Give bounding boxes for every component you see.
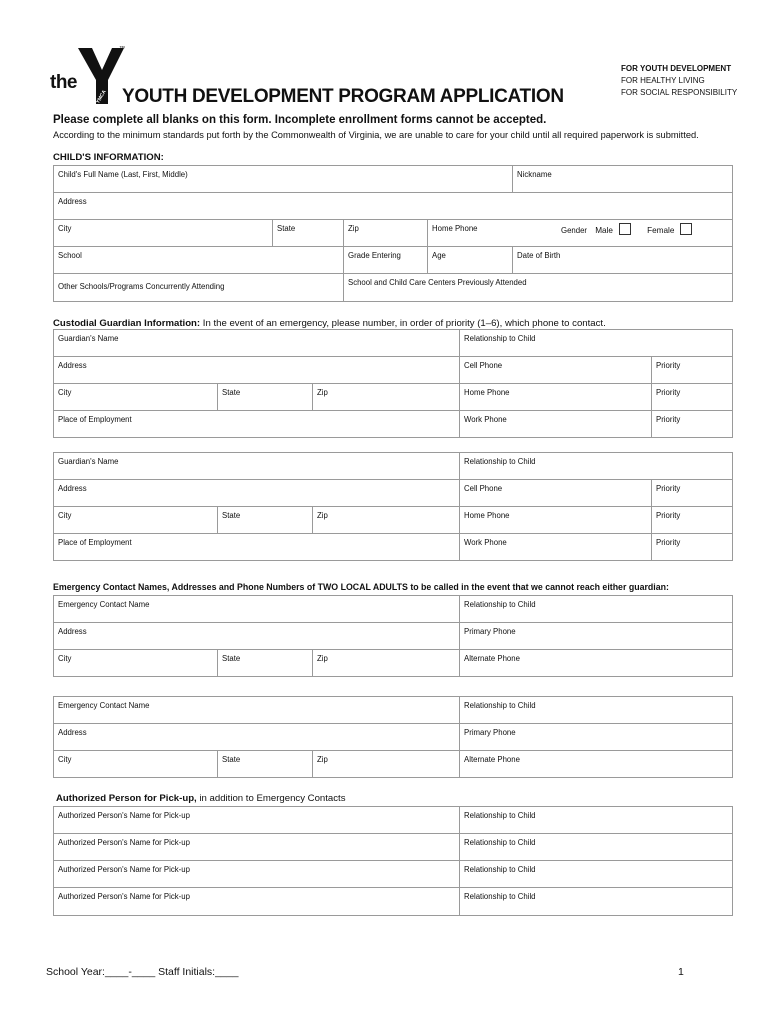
guardian-2-zip-field[interactable] — [313, 507, 460, 534]
nickname-field[interactable] — [513, 166, 733, 193]
guardian-2-name-field[interactable] — [54, 453, 460, 480]
pickup-section-rest: in addition to Emergency Contacts — [196, 793, 346, 804]
guardian-2-employment-label: Place of Employment — [58, 538, 132, 547]
guardian-2-home-phone-label: Home Phone — [464, 511, 510, 520]
emergency-2-relationship-field[interactable] — [460, 697, 733, 724]
guardian-1-home-phone-field[interactable] — [460, 384, 652, 411]
emergency-2-address-label: Address — [58, 728, 87, 737]
pickup-3-relationship-field[interactable] — [460, 861, 733, 888]
emergency-2-alternate-phone-label: Alternate Phone — [464, 755, 520, 764]
pickup-section-title — [56, 793, 346, 804]
pickup-2-relationship-field[interactable] — [460, 834, 733, 861]
pickup-4-relationship-label: Relationship to Child — [464, 892, 536, 901]
guardian-1-name-label: Guardian's Name — [58, 334, 119, 343]
guardian-1-employment-label: Place of Employment — [58, 415, 132, 424]
pickup-4-name-field[interactable] — [54, 888, 460, 916]
guardian-2-cell-label: Cell Phone — [464, 484, 503, 493]
nickname-label: Nickname — [517, 170, 552, 179]
pickup-4-name-label: Authorized Person's Name for Pick-up — [58, 892, 190, 901]
guardian-2-name-label: Guardian's Name — [58, 457, 119, 466]
guardian-2-address-label: Address — [58, 484, 87, 493]
other-schools-label: Other Schools/Programs Concurrently Attending — [58, 282, 225, 291]
guardian-1-name-field[interactable] — [54, 330, 460, 357]
child-full-name-label: Child's Full Name (Last, First, Middle) — [58, 170, 188, 179]
child-home-phone-label: Home Phone — [432, 224, 478, 233]
guardian-2-city-field[interactable] — [54, 507, 218, 534]
child-address-field[interactable] — [54, 193, 733, 220]
guardian-2-zip-label: Zip — [317, 511, 328, 520]
emergency-2-zip-label: Zip — [317, 755, 328, 764]
child-info-table — [53, 165, 733, 302]
school-label: School — [58, 251, 82, 260]
guardian-2-table — [53, 452, 733, 561]
page-number: 1 — [678, 966, 684, 978]
date-of-birth-field[interactable] — [513, 247, 733, 274]
emergency-1-city-field[interactable] — [54, 650, 218, 677]
pickup-1-name-label: Authorized Person's Name for Pick-up — [58, 811, 190, 820]
gender-label: Gender — [561, 226, 588, 235]
pickup-3-name-field[interactable] — [54, 861, 460, 888]
guardian-section-instructions: In the event of an emergency, please number, in order of priority (1–6), which phone to contact. — [200, 318, 606, 329]
emergency-1-name-label: Emergency Contact Name — [58, 600, 150, 609]
pickup-table — [53, 806, 733, 916]
guardian-1-cell-field[interactable] — [460, 357, 652, 384]
emergency-2-address-field[interactable] — [54, 724, 460, 751]
emergency-1-zip-field[interactable] — [313, 650, 460, 677]
emergency-1-state-label: State — [222, 654, 241, 663]
guardian-1-work-phone-label: Work Phone — [464, 415, 507, 424]
guardian-section-title — [53, 318, 606, 329]
emergency-section-title: Emergency Contact Names, Addresses and Phone Numbers of TWO LOCAL ADULTS to be called in the event that we cannot reach either guardian: — [53, 582, 669, 592]
child-address-label: Address — [58, 197, 87, 206]
guardian-1-home-priority-field[interactable] — [652, 384, 733, 411]
child-city-label: City — [58, 224, 72, 233]
emergency-2-primary-phone-label: Primary Phone — [464, 728, 516, 737]
child-zip-label: Zip — [348, 224, 359, 233]
child-city-field[interactable] — [54, 220, 273, 247]
emergency-contact-2-table — [53, 696, 733, 778]
emergency-2-city-label: City — [58, 755, 72, 764]
child-home-phone-field[interactable] — [428, 220, 733, 247]
pickup-1-relationship-field[interactable] — [460, 807, 733, 834]
pickup-1-relationship-label: Relationship to Child — [464, 811, 536, 820]
guardian-1-state-field[interactable] — [218, 384, 313, 411]
child-section-title: CHILD'S INFORMATION: — [53, 152, 164, 163]
child-full-name-field[interactable] — [54, 166, 513, 193]
priority-label: Priority — [656, 388, 681, 397]
standards-note: According to the minimum standards put forth by the Commonwealth of Virginia, we are unable to care for your child until all required paperwork is submitted. — [53, 130, 699, 140]
emergency-1-primary-phone-field[interactable] — [460, 623, 733, 650]
guardian-1-city-field[interactable] — [54, 384, 218, 411]
emergency-2-primary-phone-field[interactable] — [460, 724, 733, 751]
emergency-1-relationship-field[interactable] — [460, 596, 733, 623]
guardian-1-home-phone-label: Home Phone — [464, 388, 510, 397]
emergency-2-name-field[interactable] — [54, 697, 460, 724]
emergency-1-state-field[interactable] — [218, 650, 313, 677]
priority-label: Priority — [656, 538, 681, 547]
guardian-1-employment-field[interactable] — [54, 411, 460, 438]
age-label: Age — [432, 251, 446, 260]
guardian-2-home-phone-field[interactable] — [460, 507, 652, 534]
tagline — [621, 63, 737, 99]
guardian-1-work-priority-field[interactable] — [652, 411, 733, 438]
emergency-2-relationship-label: Relationship to Child — [464, 701, 536, 710]
emergency-2-alternate-phone-field[interactable] — [460, 751, 733, 778]
guardian-2-relationship-field[interactable] — [460, 453, 733, 480]
completion-warning: Please complete all blanks on this form. Incomplete enrollment forms cannot be accepted. — [53, 114, 547, 126]
footer-school-year-initials: School Year:____-____ Staff Initials:____ — [46, 966, 239, 978]
priority-label: Priority — [656, 484, 681, 493]
emergency-1-alternate-phone-label: Alternate Phone — [464, 654, 520, 663]
pickup-2-relationship-label: Relationship to Child — [464, 838, 536, 847]
emergency-contact-1-table — [53, 595, 733, 677]
tagline-line-1: FOR YOUTH DEVELOPMENT — [621, 64, 732, 73]
male-label: Male — [595, 226, 613, 235]
guardian-2-cell-field[interactable] — [460, 480, 652, 507]
guardian-section-bold: Custodial Guardian Information: — [53, 318, 201, 329]
gender-group — [561, 223, 692, 235]
guardian-2-state-label: State — [222, 511, 241, 520]
female-checkbox[interactable] — [680, 223, 692, 235]
guardian-1-work-phone-field[interactable] — [460, 411, 652, 438]
guardian-2-state-field[interactable] — [218, 507, 313, 534]
pickup-3-relationship-label: Relationship to Child — [464, 865, 536, 874]
date-of-birth-label: Date of Birth — [517, 251, 561, 260]
guardian-1-address-label: Address — [58, 361, 87, 370]
grade-entering-field[interactable] — [344, 247, 428, 274]
logo-tm: ™ — [119, 46, 125, 52]
ymca-logo — [50, 46, 125, 106]
male-checkbox[interactable] — [619, 223, 631, 235]
other-schools-field[interactable] — [54, 274, 344, 302]
guardian-1-state-label: State — [222, 388, 241, 397]
emergency-1-address-field[interactable] — [54, 623, 460, 650]
guardian-1-zip-label: Zip — [317, 388, 328, 397]
guardian-1-cell-priority-field[interactable] — [652, 357, 733, 384]
guardian-2-home-priority-field[interactable] — [652, 507, 733, 534]
pickup-section-bold: Authorized Person for Pick-up, — [56, 793, 197, 804]
age-field[interactable] — [428, 247, 513, 274]
tagline-line-3: FOR SOCIAL RESPONSIBILITY — [621, 88, 738, 97]
priority-label: Priority — [656, 415, 681, 424]
guardian-2-address-field[interactable] — [54, 480, 460, 507]
guardian-1-city-label: City — [58, 388, 72, 397]
guardian-1-address-field[interactable] — [54, 357, 460, 384]
emergency-1-zip-label: Zip — [317, 654, 328, 663]
guardian-2-work-phone-label: Work Phone — [464, 538, 507, 547]
emergency-2-zip-field[interactable] — [313, 751, 460, 778]
guardian-1-relationship-label: Relationship to Child — [464, 334, 536, 343]
guardian-2-work-priority-field[interactable] — [652, 534, 733, 561]
guardian-2-cell-priority-field[interactable] — [652, 480, 733, 507]
priority-label: Priority — [656, 511, 681, 520]
emergency-2-name-label: Emergency Contact Name — [58, 701, 150, 710]
guardian-2-relationship-label: Relationship to Child — [464, 457, 536, 466]
tagline-line-2: FOR HEALTHY LIVING — [621, 76, 705, 85]
guardian-2-city-label: City — [58, 511, 72, 520]
pickup-4-relationship-field[interactable] — [460, 888, 733, 916]
grade-entering-label: Grade Entering — [348, 251, 401, 260]
school-field[interactable] — [54, 247, 344, 274]
guardian-1-relationship-field[interactable] — [460, 330, 733, 357]
pickup-2-name-field[interactable] — [54, 834, 460, 861]
pickup-3-name-label: Authorized Person's Name for Pick-up — [58, 865, 190, 874]
guardian-2-work-phone-field[interactable] — [460, 534, 652, 561]
guardian-1-table — [53, 329, 733, 438]
priority-label: Priority — [656, 361, 681, 370]
emergency-1-name-field[interactable] — [54, 596, 460, 623]
page-title: YOUTH DEVELOPMENT PROGRAM APPLICATION — [122, 86, 564, 107]
emergency-1-relationship-label: Relationship to Child — [464, 600, 536, 609]
guardian-2-employment-field[interactable] — [54, 534, 460, 561]
previous-centers-label: School and Child Care Centers Previously Attended — [348, 278, 527, 287]
emergency-2-city-field[interactable] — [54, 751, 218, 778]
guardian-1-cell-label: Cell Phone — [464, 361, 503, 370]
child-state-label: State — [277, 224, 296, 233]
pickup-2-name-label: Authorized Person's Name for Pick-up — [58, 838, 190, 847]
female-label: Female — [647, 226, 675, 235]
emergency-1-alternate-phone-field[interactable] — [460, 650, 733, 677]
emergency-1-address-label: Address — [58, 627, 87, 636]
previous-centers-field[interactable] — [344, 274, 733, 302]
child-state-field[interactable] — [273, 220, 344, 247]
emergency-1-city-label: City — [58, 654, 72, 663]
child-zip-field[interactable] — [344, 220, 428, 247]
emergency-2-state-field[interactable] — [218, 751, 313, 778]
logo-the-text: the — [50, 72, 77, 93]
emergency-2-state-label: State — [222, 755, 241, 764]
emergency-1-primary-phone-label: Primary Phone — [464, 627, 516, 636]
logo-ymca-text: YMCA — [95, 89, 108, 105]
guardian-1-zip-field[interactable] — [313, 384, 460, 411]
pickup-1-name-field[interactable] — [54, 807, 460, 834]
